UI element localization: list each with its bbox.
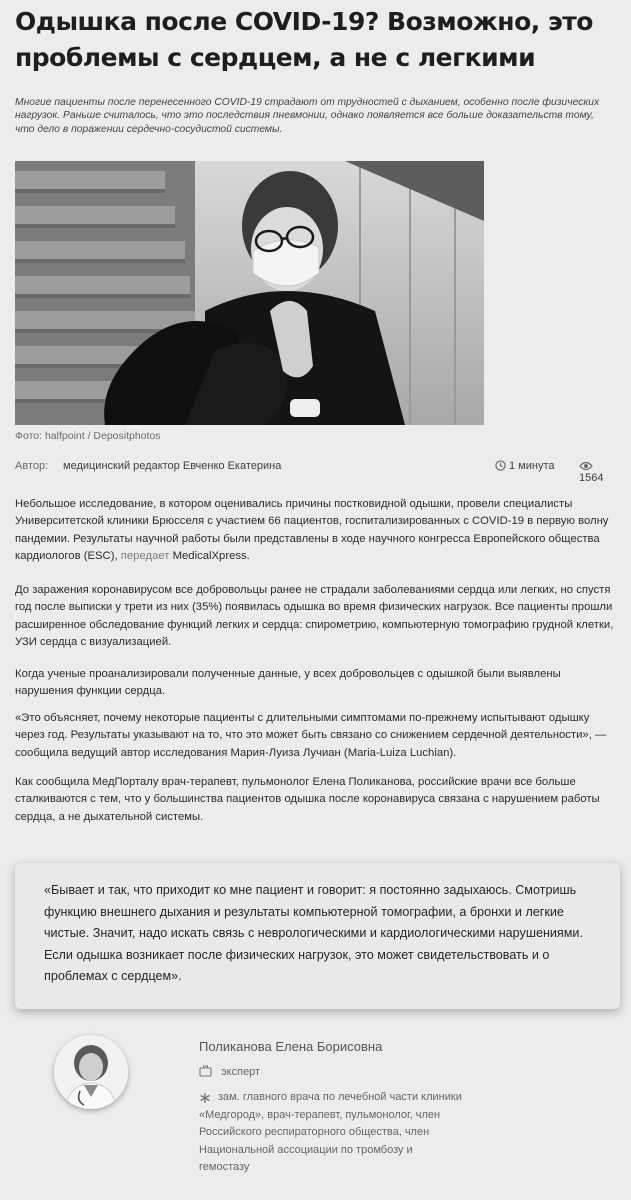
expert-quote: «Бывает и так, что приходит ко мне пациент и говорит: я постоянно задыхаюсь. Смотришь функцию внешнего дыхания и результаты компьютерной томографии, а бронхи и легкие чистые. Значит, надо искать связь с неврологическими и кардиологическими нарушениями. Если одышка возникает после физических нагрузок, это может свидетельствовать и о проблемах с сердцем». <box>44 883 583 983</box>
eye-icon <box>579 461 593 471</box>
avatar[interactable] <box>54 1035 128 1109</box>
author-name[interactable]: медицинский редактор Евченко Екатерина <box>63 460 282 472</box>
article-lead: Многие пациенты после перенесенного COVID-19 страдают от трудностей с дыханием, особенно после физических нагрузок. Раньше считалось, что это последствия пневмонии, однако появляется все больше доказательств тому, что дело в поражении сердечно-сосудистой системы. <box>15 97 600 135</box>
read-time <box>495 460 555 472</box>
author-label: Автор: <box>15 460 49 472</box>
paragraph-2: До заражения коронавирусом все добровольцы ранее не страдали заболеваниями сердца или легких, но спустя год после выписки у трети из них (35%) появилась одышка во время физических нагрузок. Все пациенты прошли расширенное обследование функций легких и сердца: спирометрию, компьютерную томографию грудной клетки, УЗИ сердца с визуализацией. <box>15 584 614 649</box>
expert-card <box>15 1030 620 1200</box>
expert-role <box>199 1065 260 1078</box>
article-photo <box>15 161 484 425</box>
paragraph-5: Как сообщила МедПорталу врач-терапевт, пульмонолог Елена Поликанова, российские врачи все больше сталкиваются с тем, что у большинства пациентов одышка после коронавируса связана с нарушением работы сердца, а не дыхательной системы. <box>15 776 600 823</box>
woman-breathing-photo <box>15 161 484 425</box>
source-link[interactable]: передает <box>120 550 170 563</box>
paragraph-1-text: Небольшое исследование, в котором оценивались причины постковидной одышки, провели специалисты Университетской клиники Брюсселя с участием 66 пациентов, госпитализированных с COVID-19 в первую волну пандемии. Результаты научной работы были представлены в ходе научного конгресса Европейского общества кардиологов (ESC), <box>15 498 609 563</box>
paragraph-1-source: MedicalXpress. <box>172 550 250 563</box>
clock-icon <box>495 460 506 471</box>
read-time-value: 1 минута <box>509 460 555 472</box>
article-meta <box>15 460 620 484</box>
article-title: Одышка после COVID-19? Возможно, это проблемы с сердцем, а не с легкими <box>15 7 593 72</box>
paragraph-1 <box>15 496 620 566</box>
paragraph-4: «Это объясняет, почему некоторые пациенты с длительными симптомами по-прежнему испытывают одышку через год. Результаты указывают на то, что это может быть связано со снижением сердечной деятельности», — сообщила ведущий автор исследования Мария-Луиза Лучиан (Maria-Luiza Luchian). <box>15 712 607 759</box>
views-count <box>579 460 620 484</box>
expert-name[interactable]: Поликанова Елена Борисовна <box>199 1039 383 1054</box>
photo-credit: Фото: halfpoint / Depositphotos <box>15 430 161 442</box>
expert-quote-card <box>15 863 620 1009</box>
paragraph-3: Когда ученые проанализировали полученные данные, у всех добровольцев с одышкой были выявлены нарушения функции сердца. <box>15 668 561 698</box>
expert-role-text: эксперт <box>221 1066 261 1078</box>
views-value: 1564 <box>579 472 604 484</box>
expert-description-text: зам. главного врача по лечебной части клиники «Медгород», врач-терапевт, пульмонолог, член Российского респираторного общества, член Национальной ассоциации по тромбозу и гемостазу <box>199 1091 462 1173</box>
expert-description <box>199 1089 464 1177</box>
medical-asterisk-icon <box>199 1092 211 1104</box>
briefcase-icon <box>199 1065 212 1077</box>
expert-photo <box>54 1035 128 1109</box>
